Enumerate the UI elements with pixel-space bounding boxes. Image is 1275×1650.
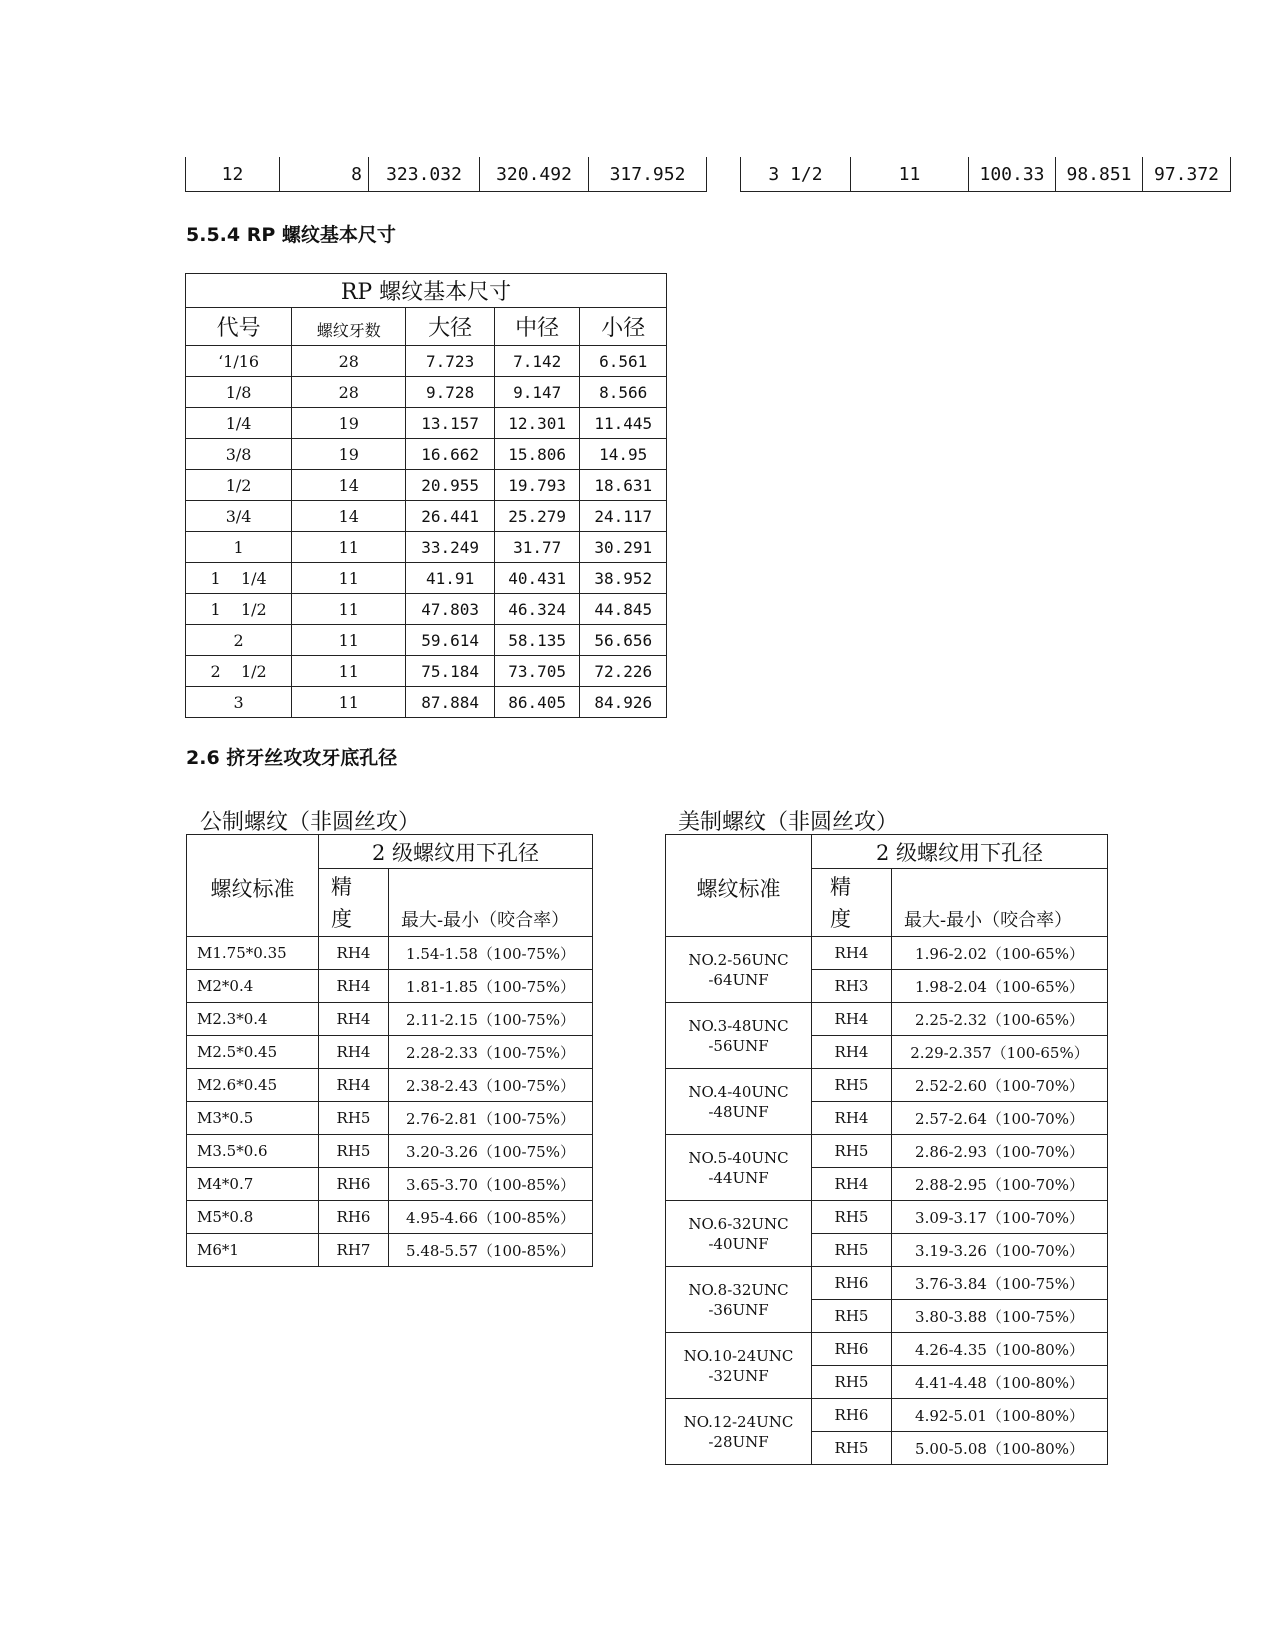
section-heading-tap: 2.6 挤牙丝攻攻牙底孔径 xyxy=(186,747,398,769)
table-cell: M1.75*0.35 xyxy=(187,937,319,970)
column-header: 最大-最小（咬合率） xyxy=(389,869,593,937)
table-cell: 1/8 xyxy=(186,377,292,408)
table-row xyxy=(187,1036,593,1069)
table-cell: RH5 xyxy=(319,1102,389,1135)
table-cell: 3.09-3.17（100-70%） xyxy=(892,1201,1108,1234)
metric-tap-table xyxy=(186,834,593,1267)
table-cell: 3 1/2 xyxy=(741,157,851,192)
table-cell: 7.142 xyxy=(494,346,580,377)
table-header-row xyxy=(186,308,667,346)
table-cell: 18.631 xyxy=(580,470,667,501)
table-cell: 86.405 xyxy=(494,687,580,718)
section-heading-rp: 5.5.4 RP 螺纹基本尺寸 xyxy=(186,224,396,246)
table-cell: 7.723 xyxy=(406,346,495,377)
column-header: 螺纹牙数 xyxy=(292,308,406,346)
table-cell: 3.19-3.26（100-70%） xyxy=(892,1234,1108,1267)
table-cell: 1/2 xyxy=(186,470,292,501)
table-cell: RH6 xyxy=(812,1399,892,1432)
column-header: 最大-最小（咬合率） xyxy=(892,869,1108,937)
table-cell: 38.952 xyxy=(580,563,667,594)
table-cell: 2.57-2.64（100-70%） xyxy=(892,1102,1108,1135)
table-cell: M2.3*0.4 xyxy=(187,1003,319,1036)
table-row xyxy=(666,1069,1108,1102)
table-cell: 47.803 xyxy=(406,594,495,625)
table-row xyxy=(741,157,1231,192)
table-cell: 1 1/2 xyxy=(186,594,292,625)
imperial-tap-table xyxy=(665,834,1108,1465)
table-row xyxy=(666,937,1108,970)
table-cell: NO.2-56UNC -64UNF xyxy=(666,937,812,1003)
table-row xyxy=(187,1003,593,1036)
table-cell: 11 xyxy=(851,157,969,192)
table-cell: 2.86-2.93（100-70%） xyxy=(892,1135,1108,1168)
table-cell: 8.566 xyxy=(580,377,667,408)
table-cell: M4*0.7 xyxy=(187,1168,319,1201)
table-cell: RH6 xyxy=(319,1201,389,1234)
table-cell: 3.76-3.84（100-75%） xyxy=(892,1267,1108,1300)
table-cell: 11 xyxy=(292,563,406,594)
metric-table-title: 公制螺纹（非圆丝攻） xyxy=(200,810,421,835)
table-cell: 1/4 xyxy=(186,408,292,439)
table-cell: 2 xyxy=(186,625,292,656)
column-header: 中径 xyxy=(494,308,580,346)
table-cell: 1.98-2.04（100-65%） xyxy=(892,970,1108,1003)
table-cell: 1.81-1.85（100-75%） xyxy=(389,970,593,1003)
table-cell: RH4 xyxy=(812,937,892,970)
table-row xyxy=(186,501,667,532)
table-row xyxy=(186,594,667,625)
table-cell: M2.6*0.45 xyxy=(187,1069,319,1102)
table-cell: 40.431 xyxy=(494,563,580,594)
table-cell: NO.3-48UNC -56UNF xyxy=(666,1003,812,1069)
table-cell: 14.95 xyxy=(580,439,667,470)
table-row xyxy=(186,625,667,656)
table-cell: 11.445 xyxy=(580,408,667,439)
table-cell: 2.76-2.81（100-75%） xyxy=(389,1102,593,1135)
table-row xyxy=(666,1399,1108,1432)
table-cell: RH4 xyxy=(812,1102,892,1135)
table-cell: 11 xyxy=(292,532,406,563)
table-cell: 58.135 xyxy=(494,625,580,656)
table-cell: RH5 xyxy=(319,1135,389,1168)
table-cell: 87.884 xyxy=(406,687,495,718)
table-cell: 12.301 xyxy=(494,408,580,439)
table-cell: 56.656 xyxy=(580,625,667,656)
table-row xyxy=(187,937,593,970)
table-cell: 9.728 xyxy=(406,377,495,408)
table-cell: 24.117 xyxy=(580,501,667,532)
table-cell: RH7 xyxy=(319,1234,389,1267)
top-left-table xyxy=(185,157,707,192)
table-row xyxy=(666,1267,1108,1300)
table-cell: 2.25-2.32（100-65%） xyxy=(892,1003,1108,1036)
column-header: 螺纹标准 xyxy=(187,835,319,937)
table-cell: 2.88-2.95（100-70%） xyxy=(892,1168,1108,1201)
table-row xyxy=(666,1333,1108,1366)
table-cell: RH5 xyxy=(812,1366,892,1399)
table-cell: RH4 xyxy=(812,1036,892,1069)
table-cell: 84.926 xyxy=(580,687,667,718)
table-cell: RH5 xyxy=(812,1201,892,1234)
table-cell: 1 xyxy=(186,532,292,563)
table-cell: 8 xyxy=(280,157,369,192)
table-cell: 14 xyxy=(292,501,406,532)
table-title: RP 螺纹基本尺寸 xyxy=(186,274,667,308)
table-cell: 72.226 xyxy=(580,656,667,687)
table-row xyxy=(666,1201,1108,1234)
table-row xyxy=(186,687,667,718)
table-cell: M3.5*0.6 xyxy=(187,1135,319,1168)
table-cell: 2.38-2.43（100-75%） xyxy=(389,1069,593,1102)
table-cell: RH3 xyxy=(812,970,892,1003)
table-cell: 5.48-5.57（100-85%） xyxy=(389,1234,593,1267)
table-cell: RH5 xyxy=(812,1135,892,1168)
table-cell: 28 xyxy=(292,377,406,408)
table-cell: 11 xyxy=(292,625,406,656)
table-cell: NO.12-24UNC -28UNF xyxy=(666,1399,812,1465)
table-cell: RH5 xyxy=(812,1432,892,1465)
table-cell: 26.441 xyxy=(406,501,495,532)
table-cell: 9.147 xyxy=(494,377,580,408)
table-cell: 75.184 xyxy=(406,656,495,687)
column-group-header: 2 级螺纹用下孔径 xyxy=(319,835,593,869)
table-cell: 3.80-3.88（100-75%） xyxy=(892,1300,1108,1333)
table-cell: 33.249 xyxy=(406,532,495,563)
table-cell: 15.806 xyxy=(494,439,580,470)
table-cell: 19 xyxy=(292,408,406,439)
table-header-row xyxy=(187,835,593,869)
table-row xyxy=(186,377,667,408)
table-cell: 6.561 xyxy=(580,346,667,377)
imperial-table-title: 美制螺纹（非圆丝攻） xyxy=(678,810,899,835)
table-cell: 1.54-1.58（100-75%） xyxy=(389,937,593,970)
table-cell: 4.92-5.01（100-80%） xyxy=(892,1399,1108,1432)
table-cell: NO.6-32UNC -40UNF xyxy=(666,1201,812,1267)
table-row xyxy=(666,1135,1108,1168)
table-cell: RH6 xyxy=(812,1333,892,1366)
table-cell: 25.279 xyxy=(494,501,580,532)
table-cell: 2 1/2 xyxy=(186,656,292,687)
table-cell: 2.52-2.60（100-70%） xyxy=(892,1069,1108,1102)
table-cell: 3.20-3.26（100-75%） xyxy=(389,1135,593,1168)
table-cell: 11 xyxy=(292,656,406,687)
table-cell: RH4 xyxy=(319,970,389,1003)
table-cell: M2*0.4 xyxy=(187,970,319,1003)
table-cell: 323.032 xyxy=(369,157,480,192)
table-row xyxy=(186,439,667,470)
table-row xyxy=(186,346,667,377)
table-row xyxy=(187,1069,593,1102)
table-cell: 31.77 xyxy=(494,532,580,563)
table-title-row xyxy=(186,274,667,308)
table-cell: RH6 xyxy=(319,1168,389,1201)
table-cell: 4.95-4.66（100-85%） xyxy=(389,1201,593,1234)
table-cell: 2.29-2.357（100-65%） xyxy=(892,1036,1108,1069)
table-cell: 11 xyxy=(292,594,406,625)
table-row xyxy=(187,970,593,1003)
top-right-table xyxy=(740,157,1231,192)
table-cell: 3/8 xyxy=(186,439,292,470)
table-row xyxy=(666,1003,1108,1036)
table-cell: 41.91 xyxy=(406,563,495,594)
table-cell: 1 1/4 xyxy=(186,563,292,594)
table-cell: M2.5*0.45 xyxy=(187,1036,319,1069)
table-cell: M5*0.8 xyxy=(187,1201,319,1234)
table-cell: 5.00-5.08（100-80%） xyxy=(892,1432,1108,1465)
table-row xyxy=(186,470,667,501)
table-row xyxy=(186,157,707,192)
table-row xyxy=(187,1102,593,1135)
table-cell: RH6 xyxy=(812,1267,892,1300)
table-header-row xyxy=(666,835,1108,869)
table-cell: 19.793 xyxy=(494,470,580,501)
table-cell: 11 xyxy=(292,687,406,718)
table-cell: NO.10-24UNC -32UNF xyxy=(666,1333,812,1399)
table-cell: RH4 xyxy=(319,1069,389,1102)
column-header: 小径 xyxy=(580,308,667,346)
table-cell: NO.8-32UNC -36UNF xyxy=(666,1267,812,1333)
table-cell: RH4 xyxy=(319,937,389,970)
table-cell: 28 xyxy=(292,346,406,377)
table-row xyxy=(186,563,667,594)
table-cell: ‘1/16 xyxy=(186,346,292,377)
table-cell: 97.372 xyxy=(1143,157,1231,192)
table-cell: 44.845 xyxy=(580,594,667,625)
table-cell: 317.952 xyxy=(589,157,707,192)
column-header: 代号 xyxy=(186,308,292,346)
table-cell: 320.492 xyxy=(480,157,589,192)
table-cell: 4.41-4.48（100-80%） xyxy=(892,1366,1108,1399)
table-row xyxy=(186,656,667,687)
table-cell: NO.5-40UNC -44UNF xyxy=(666,1135,812,1201)
table-cell: RH4 xyxy=(319,1003,389,1036)
column-header: 大径 xyxy=(406,308,495,346)
table-row xyxy=(187,1168,593,1201)
table-cell: 2.28-2.33（100-75%） xyxy=(389,1036,593,1069)
table-cell: RH5 xyxy=(812,1300,892,1333)
table-row xyxy=(187,1234,593,1267)
column-header: 螺纹标准 xyxy=(666,835,812,937)
table-cell: 100.33 xyxy=(969,157,1056,192)
table-cell: 2.11-2.15（100-75%） xyxy=(389,1003,593,1036)
table-cell: 73.705 xyxy=(494,656,580,687)
table-cell: 4.26-4.35（100-80%） xyxy=(892,1333,1108,1366)
table-cell: RH5 xyxy=(812,1234,892,1267)
table-cell: M6*1 xyxy=(187,1234,319,1267)
table-cell: RH4 xyxy=(319,1036,389,1069)
table-cell: 98.851 xyxy=(1056,157,1143,192)
table-cell: 1.96-2.02（100-65%） xyxy=(892,937,1108,970)
table-cell: 19 xyxy=(292,439,406,470)
table-row xyxy=(187,1201,593,1234)
table-cell: 20.955 xyxy=(406,470,495,501)
table-cell: M3*0.5 xyxy=(187,1102,319,1135)
table-cell: 14 xyxy=(292,470,406,501)
table-cell: 16.662 xyxy=(406,439,495,470)
table-cell: RH5 xyxy=(812,1069,892,1102)
table-cell: 30.291 xyxy=(580,532,667,563)
column-header: 精 度 xyxy=(319,869,389,937)
table-row xyxy=(186,532,667,563)
table-cell: NO.4-40UNC -48UNF xyxy=(666,1069,812,1135)
table-cell: RH4 xyxy=(812,1003,892,1036)
column-group-header: 2 级螺纹用下孔径 xyxy=(812,835,1108,869)
table-cell: 3.65-3.70（100-85%） xyxy=(389,1168,593,1201)
table-cell: 12 xyxy=(186,157,280,192)
table-cell: 59.614 xyxy=(406,625,495,656)
table-row xyxy=(186,408,667,439)
table-cell: RH4 xyxy=(812,1168,892,1201)
table-cell: 13.157 xyxy=(406,408,495,439)
table-cell: 46.324 xyxy=(494,594,580,625)
table-cell: 3/4 xyxy=(186,501,292,532)
rp-thread-table xyxy=(185,273,667,718)
column-header: 精 度 xyxy=(812,869,892,937)
table-cell: 3 xyxy=(186,687,292,718)
table-row xyxy=(187,1135,593,1168)
